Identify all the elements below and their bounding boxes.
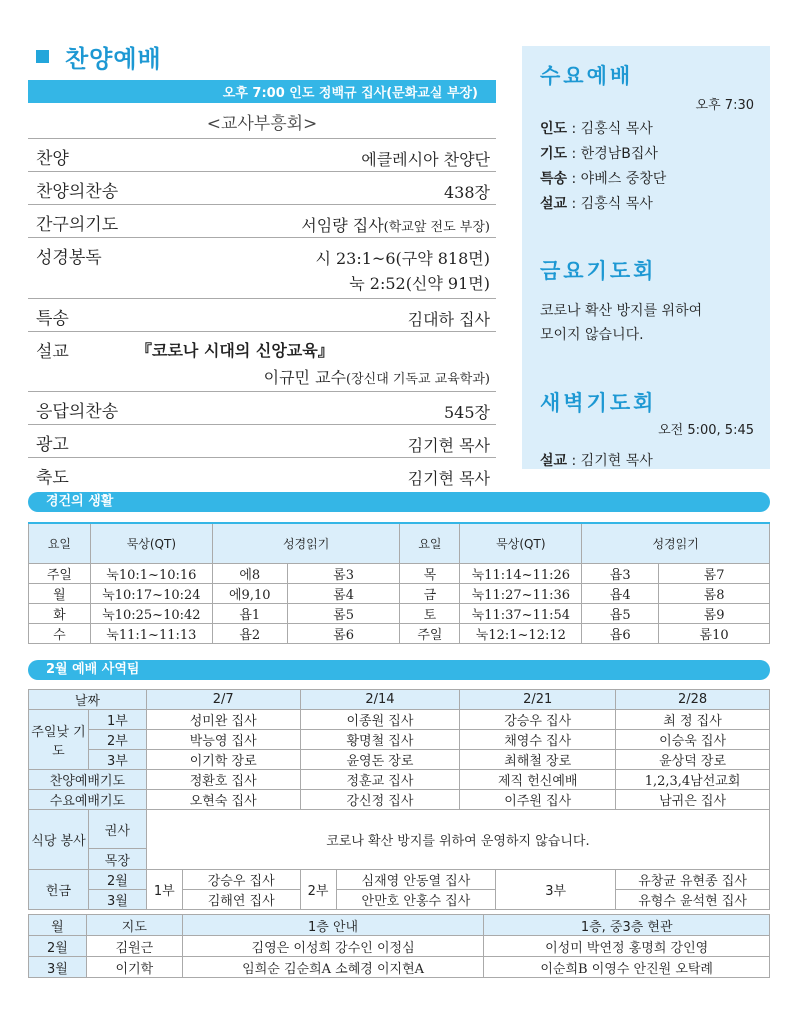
section-header — [28, 36, 496, 76]
devotion-table — [28, 522, 770, 644]
table-cell: 화 — [29, 603, 91, 623]
table-cell: 눅10:25~10:42 — [90, 603, 212, 623]
order-label: 찬양의찬송 — [36, 182, 119, 202]
table-header-row — [29, 915, 770, 936]
table-cell: 이기학 장로 — [146, 750, 300, 770]
dawn-time: 오전 5:00, 5:45 — [658, 423, 754, 438]
row-label: 수요예배기도 — [29, 790, 147, 810]
order-value: 에클레시아 찬양단 — [361, 150, 490, 169]
ministry-team-table — [28, 689, 770, 910]
table-cell: 에9,10 — [212, 583, 287, 603]
header-cell: 월 — [29, 915, 87, 936]
table-cell: 눅10:17~10:24 — [90, 583, 212, 603]
table-cell: 강승우 집사 — [182, 870, 300, 890]
person-name: 이규민 교수 — [263, 368, 346, 387]
table-cell: 욥4 — [582, 583, 659, 603]
row-label: 찬양예배기도 — [29, 770, 147, 790]
table-cell: 최해철 장로 — [460, 750, 616, 770]
wednesday-line: 설교 : 김홍식 목사 — [540, 196, 653, 212]
evening-worship-section — [28, 36, 496, 490]
order-row — [28, 171, 496, 204]
table-cell: 황명철 집사 — [300, 730, 460, 750]
part-label: 2부 — [300, 870, 336, 910]
month-label: 2월 — [88, 870, 146, 890]
table-cell: 유형수 윤석현 집사 — [616, 890, 770, 910]
table-cell: 제직 헌신예배 — [460, 770, 616, 790]
table-cell: 롬8 — [659, 583, 770, 603]
order-row — [28, 237, 496, 298]
table-cell: 욥6 — [582, 623, 659, 643]
table-header-row — [29, 523, 770, 563]
month-label: 3월 — [88, 890, 146, 910]
part-label: 3부 — [496, 870, 616, 910]
order-value-2 — [264, 365, 490, 388]
row-group-label: 식당 봉사 — [29, 810, 89, 870]
month-label: 3월 — [29, 957, 87, 978]
square-bullet-icon — [36, 50, 49, 63]
order-label: 특송 — [36, 309, 69, 329]
order-value: 김기현 목사 — [407, 436, 490, 455]
order-label: 간구의기도 — [36, 215, 119, 235]
table-cell: 눅11:1~11:13 — [90, 623, 212, 643]
order-label: 광고 — [36, 435, 69, 455]
wednesday-line: 인도 : 김홍식 목사 — [540, 121, 653, 137]
table-cell: 눅10:1~10:16 — [90, 563, 212, 583]
table-cell: 이주원 집사 — [460, 790, 616, 810]
table-cell: 심재영 안동열 집사 — [336, 870, 496, 890]
worship-subtitle: <교사부흥회> — [206, 114, 318, 134]
table-header-row — [29, 690, 770, 710]
sermon-title: 『코로나 시대의 신앙교육』 — [136, 341, 334, 360]
table-cell: 김원근 — [86, 936, 182, 957]
table-row — [29, 730, 770, 750]
part-label: 1부 — [146, 870, 182, 910]
header-cell: 성경읽기 — [582, 523, 770, 563]
wednesday-line: 특송 : 야베스 중창단 — [540, 171, 667, 187]
friday-title: 금요기도회 — [540, 259, 657, 283]
row-group-label: 주일낮 기도 — [29, 710, 89, 770]
table-cell: 정환호 집사 — [146, 770, 300, 790]
person-note: (학교앞 전도 부장) — [383, 220, 490, 235]
table-row — [29, 770, 770, 790]
table-row — [29, 957, 770, 978]
table-row — [29, 603, 770, 623]
month-label: 2월 — [29, 936, 87, 957]
table-cell: 수 — [29, 623, 91, 643]
header-cell: 2/14 — [300, 690, 460, 710]
table-row — [29, 810, 770, 849]
order-label: 응답의찬송 — [36, 402, 119, 422]
order-value: 시 23:1~6(구약 818면) — [315, 249, 490, 268]
header-cell: 성경읽기 — [212, 523, 400, 563]
weekday-services-panel — [522, 46, 770, 469]
meal-notice: 코로나 확산 방지를 위하여 운영하지 않습니다. — [146, 810, 769, 870]
table-cell: 롬3 — [287, 563, 400, 583]
header-cell: 묵상(QT) — [90, 523, 212, 563]
table-row — [29, 583, 770, 603]
header-cell: 2/7 — [146, 690, 300, 710]
order-label: 설교 — [36, 342, 69, 362]
usher-table — [28, 914, 770, 978]
table-cell: 윤영돈 장로 — [300, 750, 460, 770]
team-section-bar: 2월 예배 사역팀 — [28, 660, 770, 680]
table-row — [29, 936, 770, 957]
table-cell: 박능영 집사 — [146, 730, 300, 750]
order-label: 찬양 — [36, 149, 69, 169]
table-cell: 성미완 집사 — [146, 710, 300, 730]
table-cell: 욥3 — [582, 563, 659, 583]
order-row — [28, 204, 496, 237]
order-row — [28, 391, 496, 424]
wednesday-title: 수요예배 — [540, 64, 634, 88]
order-label: 축도 — [36, 468, 69, 488]
table-cell: 채영수 집사 — [460, 730, 616, 750]
row-group-label: 헌금 — [29, 870, 89, 910]
dawn-line: 설교 : 김기현 목사 — [540, 453, 653, 469]
header-cell: 요일 — [29, 523, 91, 563]
table-cell: 금 — [400, 583, 460, 603]
part-label: 3부 — [88, 750, 146, 770]
order-value: 438장 — [444, 183, 490, 202]
table-cell: 롬6 — [287, 623, 400, 643]
table-cell: 주일 — [29, 563, 91, 583]
table-cell: 목 — [400, 563, 460, 583]
table-cell: 롬7 — [659, 563, 770, 583]
table-cell: 눅12:1~12:12 — [460, 623, 582, 643]
header-cell: 1층 안내 — [182, 915, 484, 936]
table-cell: 안만호 안홍수 집사 — [336, 890, 496, 910]
person-name: 서임량 집사 — [301, 216, 384, 235]
order-value — [301, 213, 490, 236]
table-cell: 강승우 집사 — [460, 710, 616, 730]
table-cell: 토 — [400, 603, 460, 623]
table-cell: 강신정 집사 — [300, 790, 460, 810]
part-label: 1부 — [88, 710, 146, 730]
role-label: 목장 — [88, 849, 146, 870]
person-note: (장신대 기독교 교육학과) — [346, 372, 490, 387]
table-cell: 에8 — [212, 563, 287, 583]
table-cell: 눅11:14~11:26 — [460, 563, 582, 583]
table-row — [29, 710, 770, 730]
wednesday-line: 기도 : 한경남B집사 — [540, 146, 658, 162]
table-cell: 욥5 — [582, 603, 659, 623]
table-cell: 임희순 김순희A 소혜경 이지현A — [182, 957, 484, 978]
table-cell: 눅11:27~11:36 — [460, 583, 582, 603]
order-row — [28, 138, 496, 171]
friday-text: 코로나 확산 방지를 위하여 모이지 않습니다. — [540, 303, 703, 343]
table-cell: 1,2,3,4남선교회 — [616, 770, 770, 790]
order-value: 김대하 집사 — [407, 310, 490, 329]
section-title: 찬양예배 — [65, 44, 162, 73]
devotion-section-bar: 경건의 생활 — [28, 492, 770, 512]
table-cell: 주일 — [400, 623, 460, 643]
table-cell: 남귀은 집사 — [616, 790, 770, 810]
order-label: 성경봉독 — [36, 248, 102, 268]
order-value: 김기현 목사 — [407, 469, 490, 488]
table-cell: 이순희B 이영수 안진원 오탁례 — [484, 957, 770, 978]
table-cell: 롬5 — [287, 603, 400, 623]
header-cell: 2/28 — [616, 690, 770, 710]
order-value-2: 눅 2:52(신약 91면) — [349, 274, 490, 293]
worship-info-bar: 오후 7:00 인도 정백규 집사(문화교실 부장) — [28, 80, 496, 103]
header-cell: 2/21 — [460, 690, 616, 710]
table-cell: 이기학 — [86, 957, 182, 978]
order-value: 545장 — [444, 403, 490, 422]
table-row — [29, 890, 770, 910]
table-row — [29, 750, 770, 770]
header-cell: 지도 — [86, 915, 182, 936]
header-cell: 묵상(QT) — [460, 523, 582, 563]
table-cell: 눅11:37~11:54 — [460, 603, 582, 623]
table-cell: 롬10 — [659, 623, 770, 643]
order-row — [28, 331, 496, 391]
table-cell: 월 — [29, 583, 91, 603]
table-cell: 롬9 — [659, 603, 770, 623]
table-cell: 오현숙 집사 — [146, 790, 300, 810]
table-cell: 김영은 이성희 강수인 이정심 — [182, 936, 484, 957]
order-row — [28, 457, 496, 490]
wednesday-time: 오후 7:30 — [695, 98, 754, 113]
header-cell: 1층, 중3층 현관 — [484, 915, 770, 936]
table-row — [29, 563, 770, 583]
dawn-title: 새벽기도회 — [540, 391, 657, 415]
table-row — [29, 790, 770, 810]
table-cell: 정훈교 집사 — [300, 770, 460, 790]
header-cell: 요일 — [400, 523, 460, 563]
table-cell: 윤상덕 장로 — [616, 750, 770, 770]
role-label: 권사 — [88, 810, 146, 849]
table-cell: 롬4 — [287, 583, 400, 603]
header-cell: 날짜 — [29, 690, 147, 710]
part-label: 2부 — [88, 730, 146, 750]
table-cell: 욥1 — [212, 603, 287, 623]
order-row — [28, 298, 496, 331]
table-cell: 유창균 유현종 집사 — [616, 870, 770, 890]
table-cell: 최 정 집사 — [616, 710, 770, 730]
table-cell: 욥2 — [212, 623, 287, 643]
table-cell: 이승욱 집사 — [616, 730, 770, 750]
order-row — [28, 424, 496, 457]
table-row — [29, 870, 770, 890]
table-cell: 이종원 집사 — [300, 710, 460, 730]
table-cell: 이성미 박연정 홍명희 강인영 — [484, 936, 770, 957]
table-cell: 김해연 집사 — [182, 890, 300, 910]
table-row — [29, 623, 770, 643]
